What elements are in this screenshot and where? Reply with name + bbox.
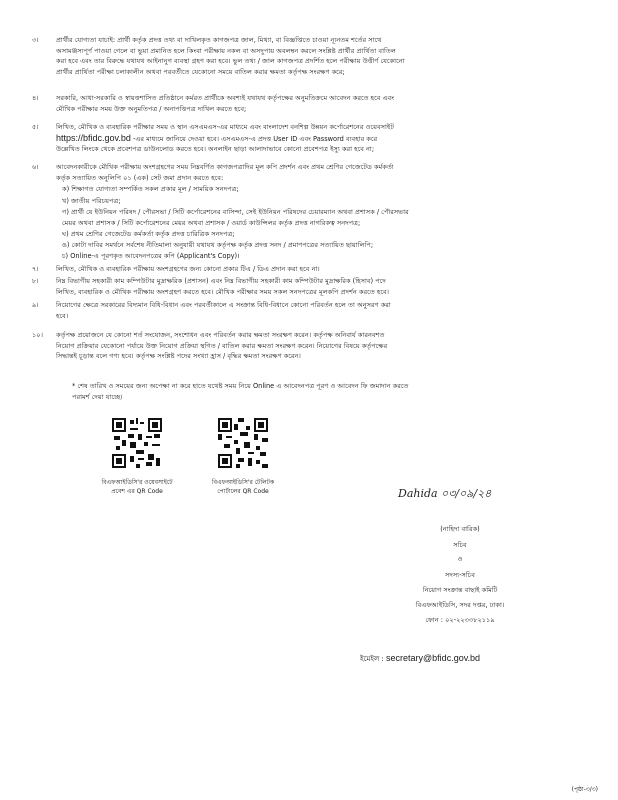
qr-website: [94, 418, 180, 496]
clause-line: নিম্ন বিভাগীয় সহকারী কাম কম্পিউটার মুদ্রাক্ষরিক (প্রশাসন) এবং নিম্ন বিভাগীয় সহকারী কাম কম্পিউটার মুদ্রাক্ষরিক (হিসাব) পদে: [56, 277, 386, 285]
document-list-text: চ) Online-এ পূরণকৃত আবেদনপত্রের কপি (Applicant's Copy)।: [62, 252, 240, 260]
clause-number: ৭।: [32, 265, 39, 273]
document-list-text: ঘ) প্রথম শ্রেণির গেজেটেড কর্মকর্তা কর্তৃক প্রদত্ত চারিত্রিক সনদপত্র;: [62, 230, 235, 238]
clause-line: লিখিত, মৌখিক ও ব্যবহারিক পরীক্ষার সময় ও স্থান এসএমএস-এর মাধ্যমে এবং বাংলাদেশ বনশিল্প উন্নয়ন কর্পোরেশনের ওয়েবসাইট: [56, 123, 394, 131]
clause-line: প্রার্থীর প্রার্থিতা পরীক্ষা চলাকালীন অথবা পরবর্তীতে যেকোনো সময়ে বাতিল করার ক্ষমতা কর্তৃপক্ষ সংরক্ষণ করে;: [56, 67, 345, 76]
document-list-item: [62, 196, 582, 207]
document-list-text: গ) প্রার্থী যে ইউনিয়ন পরিষদ / পৌরসভা / সিটি কর্পোরেশনের বাসিন্দা, সেই ইউনিয়ন পরিষদের চেয়ারম্যান অথবা প্রশাসক / পৌরসভার: [62, 208, 409, 216]
clause: [32, 162, 586, 183]
clause-number: ১০।: [32, 331, 43, 339]
clause-line: করা হবে এবং তার বিরুদ্ধে যথাযথ আইনানুগ ব্যবস্থা গ্রহণ করা হবে। ভুল তথ্য / জাল কাগজপত্র প্রদর্শিত হলে পরীক্ষায় উত্তীর্ণ যেকোনো: [56, 57, 405, 66]
clause-line: লিখিত, ব্যবহারিক ও মৌখিক পরীক্ষায় অংশগ্রহণ করতে হবে। মৌখিক পরীক্ষার সময় সকল সনদপত্রের মূলকপি প্রদর্শন করতে হবে।: [56, 287, 390, 296]
clause-line: মৌখিক পরীক্ষার সময় উক্ত অনুমতিপত্র / অনাপত্তিপত্র দাখিল করতে হবে;: [56, 104, 247, 113]
clause-line: অসামঞ্জস্যপূর্ণ পাওয়া গেলে বা ভুয়া প্রমানিত হলে কিংবা পরীক্ষায় নকল বা অসদুপায় অবলম্বন করলে সংশ্লিষ্ট প্রার্থীর প্রার্থিতা বাতিল: [56, 46, 396, 55]
clause-line: সিদ্ধান্তই চূড়ান্ত বলে গণ্য হবে। কর্তৃপক্ষ সংশ্লিষ্ট পদের সংখ্যা হ্রাস / বৃদ্ধির ক্ষমতা সংরক্ষণ করেন।: [56, 352, 301, 361]
advice-note-line-2: পরামর্শ দেয়া যাচ্ছে।: [72, 393, 123, 401]
qr-caption: প্রবেশ এর QR Code: [111, 488, 163, 495]
clause-line: প্রার্থীর যোগ্যতা যাচাই: প্রার্থী কর্তৃক প্রদত্ত তথ্য বা দাখিলকৃত কাগজপত্র জাল, মিথ্যা, বা বিজ্ঞপ্তিতে চাওয়া ন্যূনতম শর্তের সাথে: [56, 36, 382, 44]
document-list-item: [62, 251, 582, 262]
qr-caption: পোর্টালের QR Code: [217, 488, 269, 495]
document-list-text: খ) জাতীয় পরিচয়পত্র;: [62, 197, 121, 205]
committee-name: নিয়োগ সংক্রান্ত বাছাই কমিটি: [422, 586, 498, 594]
document-list-text: মেয়র অথবা প্রশাসক / সিটি কর্পোরেশনের মেয়র অথবা প্রশাসক / ওয়ার্ড কাউন্সিলর কর্তৃক প্রদত্ত নাগরিকত্ব সনদপত্র;: [62, 219, 361, 227]
document-list-item: [62, 184, 582, 195]
page-number: (পৃষ্ঠা-৩/৩): [571, 786, 598, 793]
clause-line: কর্তৃপক্ষ প্রয়োজনে যে কোনো শর্ত সংযোজন, সংশোধন এবং পরিবর্তন করার ক্ষমতা সংরক্ষণ করেন। কর্তৃপক্ষ অনিবার্য কারনবশত: [56, 331, 385, 339]
document-list-item: [62, 218, 582, 229]
clause: [32, 93, 586, 114]
signatory-title: সচিব: [453, 541, 467, 549]
email-line: [360, 653, 480, 665]
clause-number: ৩।: [32, 36, 39, 44]
clause-line: লিখিত, মৌখিক ও ব্যবহারিক পরীক্ষায় অংশগ্রহণের জন্য কোনো প্রকার টিএ / ডিএ প্রদান করা হবে না।: [56, 265, 320, 273]
clause: [32, 330, 586, 362]
clause-number: ৫।: [32, 123, 39, 131]
document-list-item: [62, 229, 582, 240]
clause-line: কর্তৃক সত্যায়িত অনুলিপি ০১ (এক) সেট জমা প্রদান করতে হবে:: [56, 173, 224, 182]
phone-number: ফোন : ০২-২২৩৩৮২১১৯: [425, 616, 495, 624]
signature-block: [340, 524, 580, 626]
clause-line: আবেদনকারীকে মৌখিক পরীক্ষায় অংশগ্রহণের সময় নিম্নবর্ণিত কাগজপত্রাদির মূল কপি প্রদর্শন এবং প্রথম শ্রেণির গেজেটেড কর্মকর্তা: [56, 163, 394, 171]
signatory-name: (নাহিদা বারিক): [440, 525, 480, 533]
website-link[interactable]: https://bfidc.gov.bd: [56, 132, 131, 143]
clause: [32, 35, 586, 77]
clause-line: সরকারি, আধা-সরকারি ও স্বায়ত্তশাসিত প্রতিষ্ঠানে কর্মরত প্রার্থীকে অবশ্যই যথাযথ কর্তৃপক্ষের অনুমতিক্রমে আবেদন করতে হবে এবং: [56, 94, 395, 102]
email-label: ইমেইল :: [360, 655, 384, 663]
clause-line: হবে।: [56, 311, 69, 320]
email-link[interactable]: secretary@bfidc.gov.bd: [386, 653, 481, 663]
clause: [32, 276, 586, 297]
document-list-text: ঙ) কোটা দাবির সমর্থনে সর্বশেষ নীতিমালা অনুযায়ী যথাযথ কর্তৃপক্ষ কর্তৃক প্রদত্ত সনদ / প্রমাণপত্রের সত্যায়িত ছায়ালিপি;: [62, 241, 374, 249]
qr-caption: বিএফআইডিসি'র টেলিটক: [211, 479, 275, 486]
clause: [32, 300, 586, 321]
clause-line: নিয়োগের ক্ষেত্রে সরকারের বিদ্যমান বিধি-বিধান এবং পরবর্তীকালে এ সংক্রান্ত বিধি-বিধানে কোনো পরিবর্তন হলে তা অনুসরণ করা: [56, 301, 391, 309]
advice-note-line-1: * শেষ তারিখ ও সময়ের জন্য অপেক্ষা না করে হাতে যথেষ্ট সময় নিয়ে Online এ আবেদনপত্র পূরণ ও আবেদন ফি জমাদান করতে: [72, 382, 409, 390]
office-name: বিএফআইডিসি, সদর দপ্তর, ঢাকা।: [415, 601, 505, 609]
clause-number: ৯।: [32, 301, 39, 309]
advice-note: [72, 381, 582, 403]
clause-number: ৮।: [32, 277, 39, 285]
clause-number: ৬।: [32, 163, 39, 171]
signature: Dahida ০৩/০৯/২৪: [398, 487, 492, 500]
signatory-conj: ও: [457, 555, 463, 563]
qr-code-icon: [218, 418, 268, 468]
clause-line: নিয়োগ প্রক্রিয়ার যেকোনো পর্যায়ে উক্ত নিয়োগ প্রক্রিয়া স্থগিত / বাতিল করার ক্ষমতা সংরক্ষণ করেন। নিয়োগের বিষয়ে কর্তৃপক্ষের: [56, 341, 388, 350]
signatory-role: সদস্য-সচিব: [445, 571, 475, 579]
clause: [32, 122, 586, 155]
qr-code-icon: [112, 418, 162, 468]
qr-teletalk: [200, 418, 286, 496]
clause-number: ৪।: [32, 94, 39, 102]
clause-text: -এর মাধ্যমে জানিয়ে দেওয়া হবে। এসএমএস-এ প্রদত্ত User ID এবং Password ব্যবহার করে: [130, 134, 378, 143]
clause: [32, 264, 586, 275]
clause-line: উল্লেখিত লিংকে থেকে প্রবেশপত্র ডাউনলোড করতে হবে। অনলাইন ছাড়া আলাদাভাবে কোনো প্রবেশপত্র ইস্যু করা হবে না;: [56, 145, 375, 154]
qr-caption: বিএফআইডিসি'র ওয়েবসাইটে: [101, 479, 173, 486]
clause-line: [56, 133, 586, 145]
document-list-text: ক) শিক্ষাগত যোগ্যতা সম্পর্কিত সকল প্রকার মূল / সাময়িক সনদপত্র;: [62, 185, 239, 193]
document-list-item: [62, 240, 582, 251]
document-list-item: [62, 207, 582, 218]
